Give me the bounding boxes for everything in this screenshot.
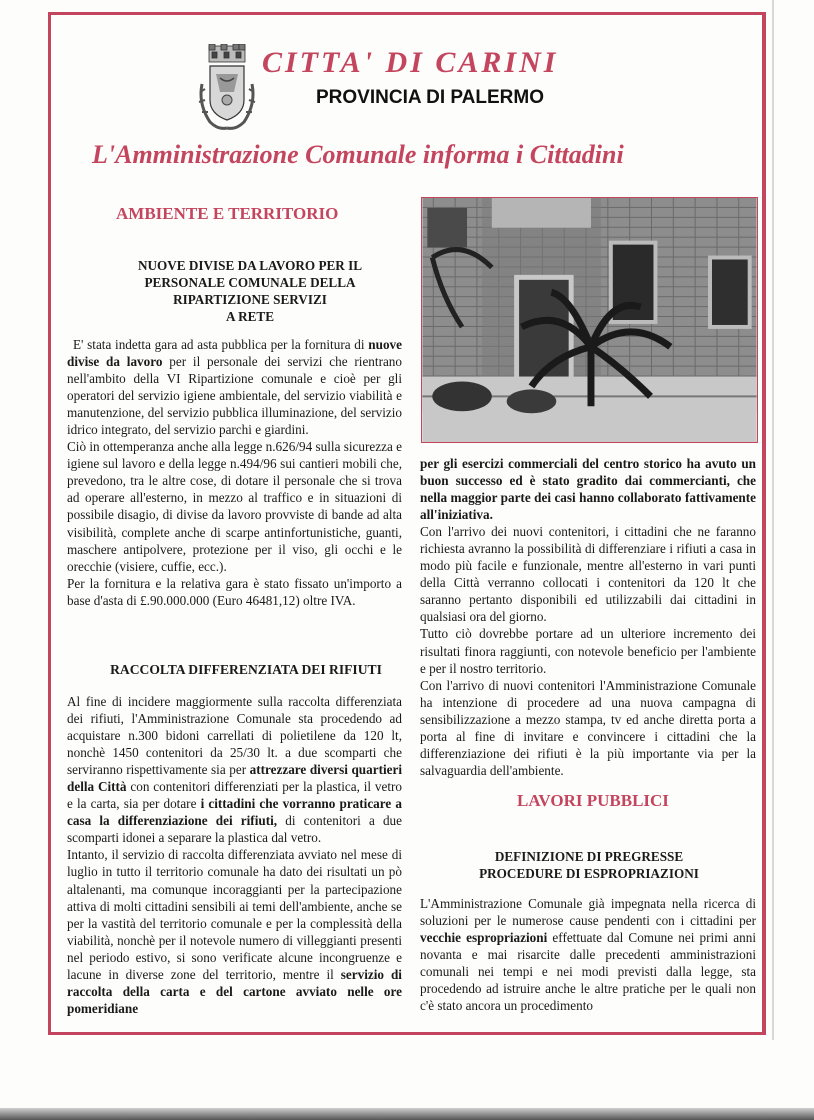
paragraph bbox=[67, 693, 402, 846]
subtitle-line: NUOVE DIVISE DA LAVORO PER IL bbox=[137, 258, 363, 273]
paragraph: Per la fornitura e la relativa gara è stato fissato un'importo a base d'asta di £.90.000.000 (Euro 46481,12) oltre IVA. bbox=[67, 575, 402, 608]
text: Al fine di incidere maggiormente sulla raccolta differenziata dei rifiuti, l'Amministrazione Comunale sta procedendo ad acquistare n.300 bidoni carrellati di polietilene da 120 lt, nonchè 1450 contenitori da 25/30 lt. a due scomparti che serviranno rispettivamente sia per bbox=[67, 694, 402, 778]
article-raccolta-continued bbox=[420, 455, 756, 779]
paragraph bbox=[420, 455, 756, 523]
page-edge bbox=[772, 0, 774, 1040]
text: E' stata indetta gara ad asta pubblica per la fornitura di bbox=[73, 337, 369, 352]
subtitle-divise bbox=[80, 257, 420, 325]
paragraph bbox=[420, 895, 756, 1014]
paragraph: Con l'arrivo di nuovi contenitori l'Amministrazione Comunale ha intenzione di procedere ad una nuova campagna di sensibilizzazione a mezzo stampa, tv ed anche diretta porta a porta al fine di invitare e convincere i cittadini che la differenziazione dei rifiuti è la più importante via per la salvaguardia dell'ambiente. bbox=[420, 677, 756, 778]
bold-text: attrezzare diversi quartieri della Città bbox=[67, 762, 403, 795]
subtitle-espropriazioni bbox=[436, 848, 742, 882]
text: effettuate dal Comune nei primi anni novanta e mai risarcite dalle precedenti amministrazioni comunali nei tempi e nei modi previsti dalla legge, sta procedendo ad istruire anche le altre pratiche per le quali non c'è stato ancora un procedimento bbox=[420, 930, 756, 1014]
city-title: CITTA' DI CARINI bbox=[262, 46, 559, 79]
scan-edge bbox=[0, 1108, 814, 1120]
building-photo bbox=[421, 197, 758, 443]
bold-text: nuove divise da lavoro bbox=[67, 337, 402, 370]
page-tagline: L'Amministrazione Comunale informa i Cittadini bbox=[92, 140, 624, 169]
article-raccolta bbox=[67, 693, 402, 1017]
paragraph bbox=[67, 336, 402, 438]
bold-text: servizio di raccolta della carta e del cartone avviato nelle ore pomeridiane bbox=[67, 966, 402, 1016]
paragraph: Con l'arrivo dei nuovi contenitori, i cittadini che ne faranno richiesta avranno la possibilità di differenziare i rifiuti a casa in modo più facile e funzionale, mentre all'esterno in vari punti della Città verranno collocati i contenitori da 120 lt che saranno pertanto disponibili ed utilizzabili dai cittadini in qualsiasi ora del giorno. bbox=[420, 524, 756, 625]
bold-text: vecchie espropriazioni bbox=[420, 930, 548, 946]
text: per il personale dei servizi che rientrano nell'ambito della VI Ripartizione comunale e cioè per gli operatori del servizio igiene ambientale, del servizio viabilità e manutenzione, del servizio pubblica illuminazione, del servizio idrico integrato, del servizio parchi e giardini. bbox=[67, 354, 402, 438]
subtitle-line: A RETE bbox=[225, 309, 274, 324]
paragraph bbox=[67, 846, 402, 1016]
paragraph: Ciò in ottemperanza anche alla legge n.626/94 sulla sicurezza e igiene sul lavoro e della legge n.494/96 sui cantieri mobili che, prevedono, tra le altre cose, di dotare il personale che si trova ad operare all'esterno, in mezzo al traffico e in situazioni di possibile disagio, di divise da lavoro provviste di bande ad alta visibilità, complete anche di scarpe antinfortunistiche, guanti, maschere antipolvere, protezione per il viso, gli occhi e le orecchie (visiere, cuffie, ecc.). bbox=[67, 439, 402, 574]
article-espropriazioni bbox=[420, 895, 756, 1014]
section-title-lavori: LAVORI PUBBLICI bbox=[517, 791, 669, 810]
subtitle-line: PROCEDURE DI ESPROPRIAZIONI bbox=[479, 866, 699, 881]
text: Intanto, il servizio di raccolta differenziata avviato nel mese di luglio in tutto il territorio comunale ha dato dei risultati un pò altalenanti, ma comunque incoraggianti per la partecipazione attiva di molti cittadini sensibili ai temi dell'ambiente, anche se per la vastità del territorio comunale e per la complessità della viabilità, nonchè per il notevole numero di villeggianti presenti nel periodo estivo, si sono verificate alcune incongruenze e lacune in diverse zone del territorio, mentre il bbox=[67, 847, 402, 982]
text: con contenitori differenziati per la plastica, il vetro e la carta, sia per dotare bbox=[67, 779, 402, 812]
province-title: PROVINCIA DI PALERMO bbox=[316, 87, 545, 108]
subtitle-line: PERSONALE COMUNALE DELLA bbox=[144, 275, 356, 290]
city-crest-icon bbox=[196, 44, 258, 134]
paragraph: Tutto ciò dovrebbe portare ad un ulteriore incremento dei risultati finora raggiunti, con notevole beneficio per l'ambiente e per il nostro territorio. bbox=[420, 626, 756, 676]
subtitle-line: DEFINIZIONE DI PREGRESSE bbox=[494, 849, 684, 864]
bold-text: i cittadini che vorranno praticare a casa la differenziazione dei rifiuti, bbox=[67, 796, 402, 829]
subtitle-raccolta: RACCOLTA DIFFERENZIATA DEI RIFIUTI bbox=[110, 662, 382, 677]
text: L'Amministrazione Comunale già impegnata nella ricerca di soluzioni per le numerose cause pendenti con i cittadini per bbox=[420, 896, 756, 929]
section-title-ambiente: AMBIENTE E TERRITORIO bbox=[116, 204, 339, 223]
article-divise bbox=[67, 336, 402, 609]
subtitle-line: RIPARTIZIONE SERVIZI bbox=[173, 292, 327, 307]
text: di contenitori a due scomparti idonei a separare la plastica dal vetro. bbox=[67, 813, 403, 846]
bold-text: per gli esercizi commerciali del centro storico ha avuto un buon successo ed è stato gradito dai commercianti, che nella maggior parte dei casi hanno collaborato fattivamente all'iniziativa. bbox=[420, 456, 756, 523]
